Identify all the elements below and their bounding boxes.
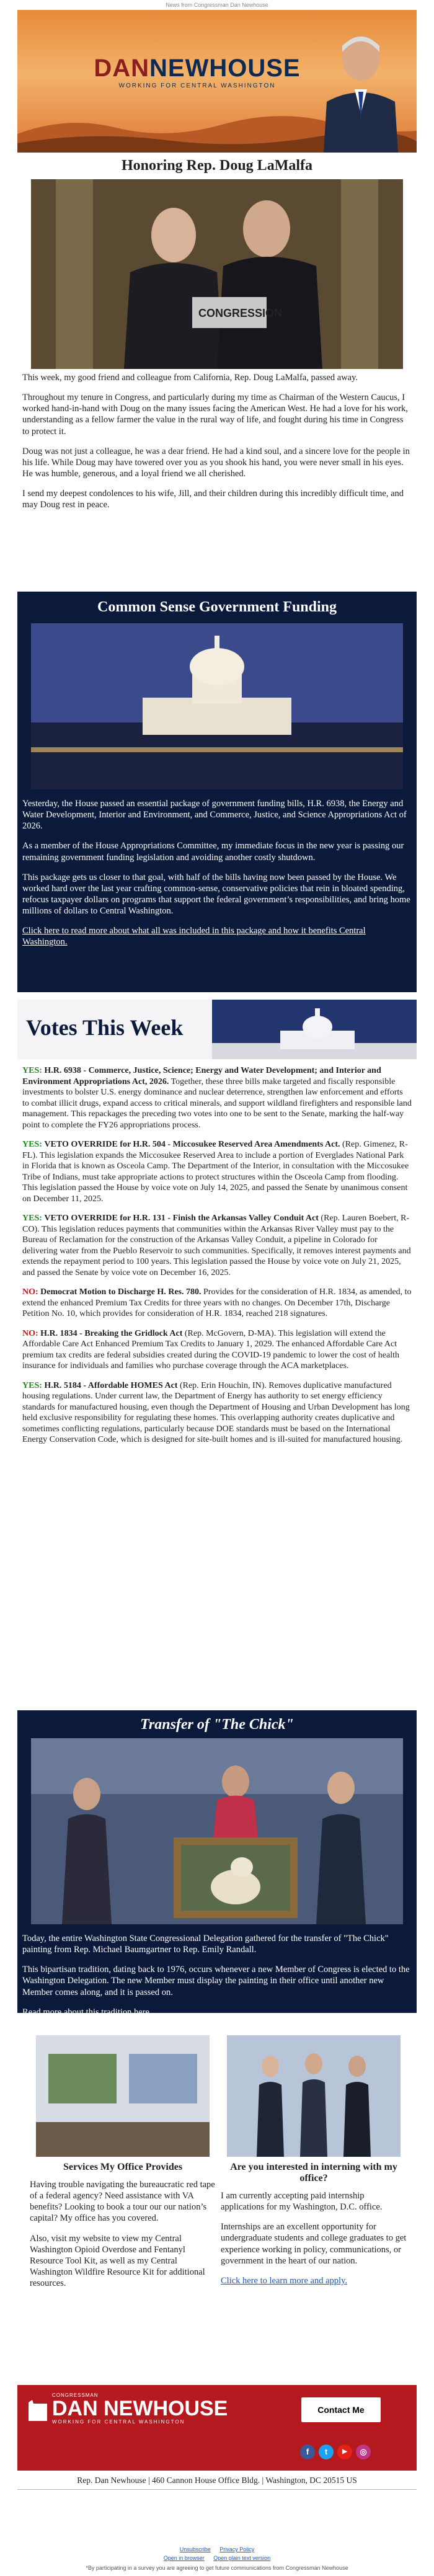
services-p2: Also, visit my website to view my Central Washington Opioid Overdose and Fentanyl Resource Tool Kit, as well as my Central Washington Wildfire Resource Kit for additional resources. [30, 2233, 205, 2288]
top-note: News from Congressman Dan Newhouse [166, 2, 268, 8]
bill-2-text: This legislation expands the Miccosukee Reserved Area to include a portion of Everglades National Park in Florida that is known as Osceola Camp. The Department of the Interior, in consultation with the Miccosukee Tribe of Indians, must take appropriate actions to protect structures within the Osceola Camp from flooding. This legislation passed the House by voice vote on July 14, 2025, and passed the Senate by unanimous consent on December 11, 2025. [22, 1150, 409, 1204]
votes-list [17, 1065, 417, 1454]
services-column [30, 2035, 216, 2298]
footer-logo-last: NEWHOUSE [104, 2397, 228, 2420]
bill-5 [22, 1328, 412, 1372]
open-browser-link[interactable]: Open in browser [163, 2555, 205, 2561]
bill-1-vote: YES: [22, 1066, 42, 1075]
bill-2-title: VETO OVERRIDE for H.R. 504 - Miccosukee Reserved Area Amendments Act. [44, 1140, 340, 1149]
footer-divider [17, 2489, 417, 2490]
section-chick [17, 1710, 417, 2017]
bill-3 [22, 1213, 412, 1278]
section-title-honoring: Honoring Rep. Doug LaMalfa [121, 158, 312, 174]
instagram-icon[interactable]: ◎ [356, 2445, 371, 2459]
chick-photo-graphic [31, 1738, 403, 1924]
bill-5-title: H.R. 1834 - Breaking the Gridlock Act [40, 1328, 183, 1338]
bill-4 [22, 1287, 412, 1320]
bill-4-text: Provides for the consideration of H.R. 1834, as amended, to extend the enhanced Premium Tax Credits for three years with no changes. On December 17th, Discharge Petition No. 10, which provides for consideration of H.R. 1834, reached 218 signatures. [22, 1287, 412, 1318]
bill-2-vote: YES: [22, 1140, 42, 1149]
internship-title: Are you interested in interning with my office? [230, 2162, 397, 2183]
funding-p1: Yesterday, the House passed an essential package of government funding bills, H.R. 6938, the Energy and Water Development, Interior and Environment, and Commerce, Justice, and Science Appropriations Act of 2026. [22, 799, 407, 832]
footer-logo-tagline: WORKING FOR CENTRAL WASHINGTON [52, 2419, 185, 2425]
logo-last: NEWHOUSE [149, 55, 301, 82]
bill-1-text: Together, these three bills make targeted and fiscally responsible investments to bolster U.S. energy dominance and nuclear deterrence, strengthen law enforcement and efforts to combat illicit drugs, expand access to critical minerals, and support wildland firefighters and responsible land management. This repackages the preceding two votes into one to be sent to the Senate, marking the half-way point to complete the FY26 appropriations process. [22, 1077, 412, 1130]
photo-sign-text: CONGRESSION [198, 307, 283, 319]
footer-links-1 [0, 2546, 434, 2552]
chick-p2: This bipartisan tradition, dating back to 1976, occurs whenever a new Member of Congress is elected to the Washington Delegation. The new Member must display the painting in their office until another new Member comes along, and it is passed on. [22, 1965, 410, 1997]
honoring-p3: Doug was not just a colleague, he was a dear friend. He had a kind soul, and a sincere love for the people in his life. While Doug may have towered over you as you shook his hand, you were never small in his eyes. He was humble, generous, and a loyal friend we all cherished. [22, 446, 410, 479]
footer-bar [17, 2385, 417, 2471]
internship-p1: I am currently accepting paid internship applications for my Washington, D.C. office. [221, 2191, 383, 2213]
honoring-p2: Throughout my tenure in Congress, and particularly during my time as Chairman of the Western Caucus, I worked hand-in-hand with Doug on the many issues facing the American West. He had a love for his work, understanding as a fellow farmer the value in the rural way of life, and fought during his time in Congress to protect it. [22, 393, 408, 437]
services-p1: Having trouble navigating the bureaucratic red tape of a federal agency? Need assistance with VA benefits? Looking to book a tour our our nation’s capital? My office has you covered. [30, 2180, 215, 2224]
capitol-photo [31, 623, 403, 789]
honoring-photo-graphic [31, 179, 403, 369]
bill-3-sponsor: (Rep. Lauren Boebert, R-CO). [22, 1214, 410, 1234]
bill-6 [22, 1380, 412, 1446]
footer-logo-first: DAN [52, 2397, 98, 2420]
honoring-p1: This week, my good friend and colleague from California, Rep. Doug LaMalfa, passed away. [22, 373, 358, 383]
washington-state-icon [29, 2400, 47, 2421]
honoring-p4: I send my deepest condolences to his wife, Jill, and their children during this incredibly difficult time, and may Doug rest in peace. [22, 489, 404, 510]
honoring-photo [31, 179, 403, 369]
chick-p1: Today, the entire Washington State Congressional Delegation gathered for the transfer of "The Chick" painting from Rep. Michael Baumgartner to Rep. Emily Randall. [22, 1934, 389, 1955]
services-title: Services My Office Provides [63, 2162, 183, 2172]
twitter-icon[interactable]: t [319, 2445, 334, 2459]
section-funding [17, 592, 417, 992]
footer-logo [52, 2392, 238, 2425]
bill-5-vote: NO: [22, 1328, 38, 1338]
capitol-graphic [31, 623, 403, 789]
internship-apply-link[interactable]: Click here to learn more and apply. [221, 2275, 347, 2286]
bill-5-sponsor: (Rep. McGovern, D-MA). [184, 1328, 277, 1338]
header-logo [86, 55, 309, 89]
bill-3-vote: YES: [22, 1214, 42, 1223]
youtube-icon[interactable]: ▶ [337, 2445, 352, 2459]
footer-logo-small: CONGRESSMAN [52, 2392, 99, 2398]
bill-5-text: This legislation will extend the Affordable Care Act Enhanced Premium Tax Credits to January 1, 2029. The enhanced Affordable Care Act premium tax credits are federal subsidies created during the COVID-19 pandemic to lower the cost of health insurance for individuals and families who purchase coverage through the ACA marketplaces. [22, 1328, 400, 1370]
bill-2-sponsor: (Rep. Gimenez, R-FL). [22, 1140, 408, 1160]
bill-6-vote: YES: [22, 1380, 42, 1390]
header-banner [17, 10, 417, 153]
logo-tagline: WORKING FOR CENTRAL WASHINGTON [118, 82, 276, 89]
facebook-icon[interactable]: f [300, 2445, 315, 2459]
internship-photo [227, 2035, 401, 2157]
bill-3-text: This legislation reduces payments that communities within the Arkansas River Valley must pay to the Bureau of Reclamation for the construction of the Arkansas Valley Conduit, a pipeline in Colorado for delivering water from the Pueblo Reservoir to such communities. Specifically, it removes interest payments and extends the repayment period to 100 years. This legislation passed the House by voice vote on July 21, 2025, and passed the Senate by voice vote on December 16, 2025. [22, 1224, 411, 1277]
section-title-chick: Transfer of "The Chick" [140, 1717, 294, 1733]
footer-address: Rep. Dan Newhouse | 460 Cannon House Office Bldg. | Washington, DC 20515 US [77, 2476, 357, 2485]
logo-first: DAN [94, 55, 150, 82]
bill-3-title: VETO OVERRIDE for H.R. 131 - Finish the Arkansas Valley Conduit Act [44, 1214, 319, 1223]
funding-read-more-link[interactable]: Click here to read more about what all was included in this package and how it benefits Central Washington. [22, 926, 366, 948]
votes-capitol-graphic [212, 1000, 417, 1059]
bill-6-sponsor: (Rep. Erin Houchin, IN). [179, 1380, 267, 1390]
bill-6-title: H.R. 5184 - Affordable HOMES Act [44, 1380, 178, 1390]
unsubscribe-link[interactable]: Unsubscribe [179, 2546, 211, 2552]
footer-links-2 [0, 2555, 434, 2561]
bill-1 [22, 1065, 412, 1130]
bill-1-title: H.R. 6938 - Commerce, Justice, Science; Energy and Water Development; and Interior and Environment Appropriations Act, 2026. [22, 1066, 381, 1086]
bill-4-vote: NO: [22, 1287, 38, 1297]
bill-6-text: Removes duplicative manufactured housing regulations. Under current law, the Department of Energy has authority to set energy efficiency standards for manufactured housing, even though the Department of Housing and Urban Development has long held exclusive responsibility for regulating these homes. This overlapping authority creates duplicative and sometimes conflicting regulations, particularly because DOE standards must be based on the International Energy Conservation Code, which is designed for site-built homes and is ill-suited for manufactured housing. [22, 1380, 410, 1444]
services-photo [36, 2035, 210, 2157]
section-title-funding: Common Sense Government Funding [97, 599, 337, 615]
funding-p3: This package gets us closer to that goal, with half of the bills having now been passed by the House. We worked hard over the last year crafting common-sense, conservative policies that rein in bloated spending, refocus taxpayer dollars on programs that support the federal government’s responsibilities, and bring home millions of dollars to Central Washington. [22, 872, 410, 916]
chick-photo [31, 1738, 403, 1924]
honoring-text [17, 372, 417, 519]
chick-read-more-link[interactable]: Read more about this tradition here. [22, 2007, 152, 2017]
funding-p2: As a member of the House Appropriations Committee, my immediate focus in the new year is passing our remaining government funding legislation and avoiding another costly shutdown. [22, 841, 404, 863]
internship-column [221, 2035, 407, 2295]
congressman-portrait [324, 27, 398, 153]
contact-me-button[interactable]: Contact Me [301, 2397, 381, 2422]
internship-p2: Internships are an excellent opportunity for undergraduate students and college graduates to get experience working in policy, communications, or government in the heart of our nation. [221, 2222, 407, 2266]
section-title-votes: Votes This Week [26, 1015, 184, 1040]
footer-disclaimer: *By participating in a survey you are agreeing to get future communications from Congressman Newhouse [86, 2565, 348, 2571]
bill-4-title: Democrat Motion to Discharge H. Res. 780. [40, 1287, 202, 1297]
bill-2 [22, 1139, 412, 1204]
open-text-link[interactable]: Open plain text version [213, 2555, 271, 2561]
votes-header [17, 1000, 417, 1059]
privacy-link[interactable]: Privacy Policy [219, 2546, 255, 2552]
